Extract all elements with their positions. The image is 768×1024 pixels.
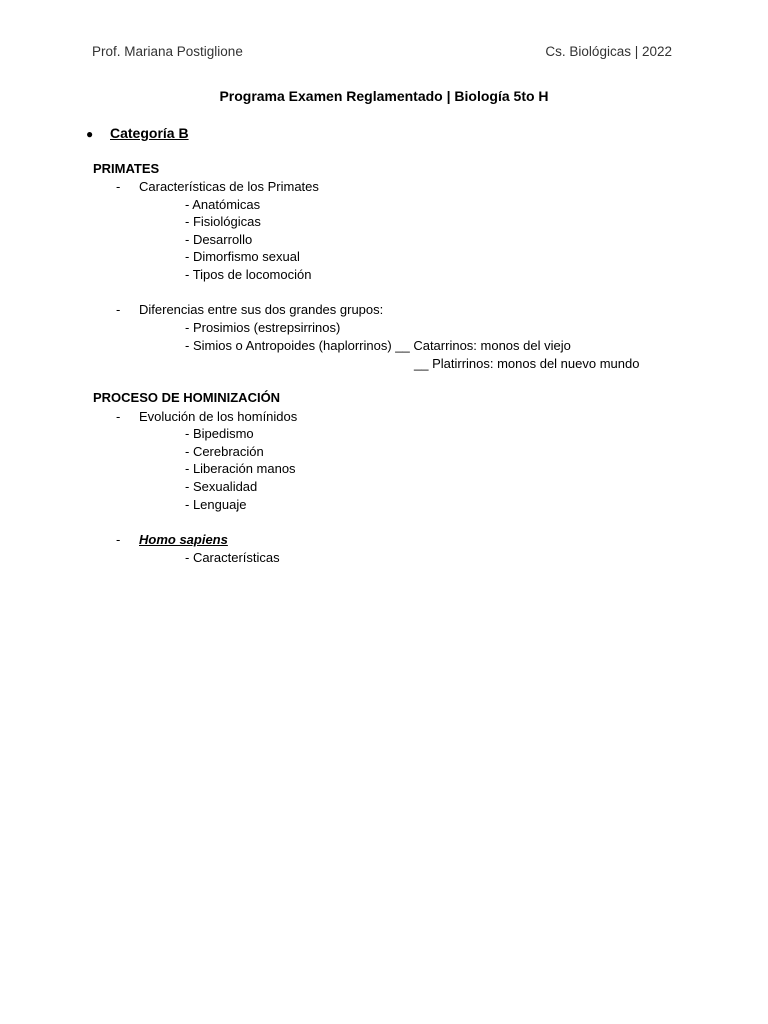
header-subject-year: Cs. Biológicas | 2022 [545,44,672,59]
list-dash: - [116,532,121,547]
sub-item: - Dimorfismo sexual [185,249,300,264]
sub-item: - Desarrollo [185,232,253,247]
sub-item: - Prosimios (estrepsirrinos) [185,320,341,335]
sub-item: - Tipos de locomoción [185,267,312,282]
sub-item: - Sexualidad [185,479,258,494]
sub-item: - Cerebración [185,444,264,459]
sub-item: - Características [185,550,280,565]
document-title: Programa Examen Reglamentado | Biología 5to H [219,88,549,104]
list-dash: - [116,302,121,317]
list-item-homo-sapiens: Homo sapiens [139,532,228,547]
list-item-caracteristicas-primates: Características de los Primates [139,179,319,194]
sub-item-continuation: __ Platirrinos: monos del nuevo mundo [414,356,640,371]
sub-item: - Bipedismo [185,426,254,441]
sub-item: - Liberación manos [185,461,296,476]
list-item-diferencias-grupos: Diferencias entre sus dos grandes grupos: [139,302,384,317]
sub-item: - Simios o Antropoides (haplorrinos) __ Catarrinos: monos del viejo [185,338,571,353]
list-dash: - [116,409,121,424]
header-author: Prof. Mariana Postiglione [92,44,243,59]
category-heading: Categoría B [110,125,189,141]
section-heading-hominizacion: PROCESO DE HOMINIZACIÓN [93,390,281,405]
sub-item: - Fisiológicas [185,214,261,229]
list-dash: - [116,179,121,194]
sub-item: - Lenguaje [185,497,247,512]
category-bullet: ● [86,127,94,141]
section-heading-primates: PRIMATES [93,161,160,176]
sub-item: - Anatómicas [185,197,261,212]
list-item-evolucion-hominidos: Evolución de los homínidos [139,409,298,424]
